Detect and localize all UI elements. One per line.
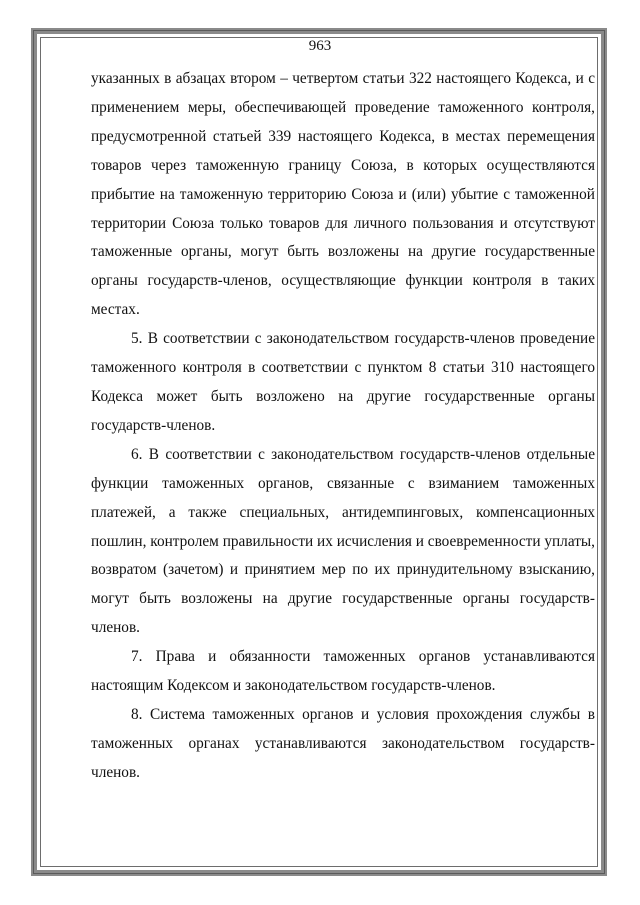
paragraph-8: 8. Система таможенных органов и условия прохождения службы в таможенных органах устанавливаются законодательством государств-членов. [91, 705, 595, 781]
paragraph-continuation: указанных в абзацах втором – четвертом статьи 322 настоящего Кодекса, и с применением меры, обеспечивающей проведение таможенного контроля, предусмотренной статьей 339 настоящего Кодекса, в местах перемещения товаров через таможенную границу Союза, в которых осуществляются прибытие на таможенную территорию Союза и (или) убытие с таможенной территории Союза только товаров для личного пользования и отсутствуют таможенные органы, могут быть возложены на другие государственные органы государств-членов, осуществляющие функции контроля в таких местах. [91, 70, 595, 319]
paragraph-7: 7. Права и обязанности таможенных органов устанавливаются настоящим Кодексом и законодательством государств-членов. [91, 648, 595, 695]
document-body [91, 65, 595, 788]
paragraph-5: 5. В соответствии с законодательством государств-членов проведение таможенного контроля в соответствии с пунктом 8 статьи 310 настоящего Кодекса может быть возложено на другие государственные органы государств-членов. [91, 330, 595, 434]
paragraph-6: 6. В соответствии с законодательством государств-членов отдельные функции таможенных органов, связанные с взиманием таможенных платежей, а также специальных, антидемпинговых, компенсационных пошлин, контролем правильности их исчисления и своевременности уплаты, возвратом (зачетом) и принятием мер по их принудительному взысканию, могут быть возложены на другие государственные органы государств-членов. [91, 445, 595, 637]
page-number: 963 [308, 38, 332, 54]
